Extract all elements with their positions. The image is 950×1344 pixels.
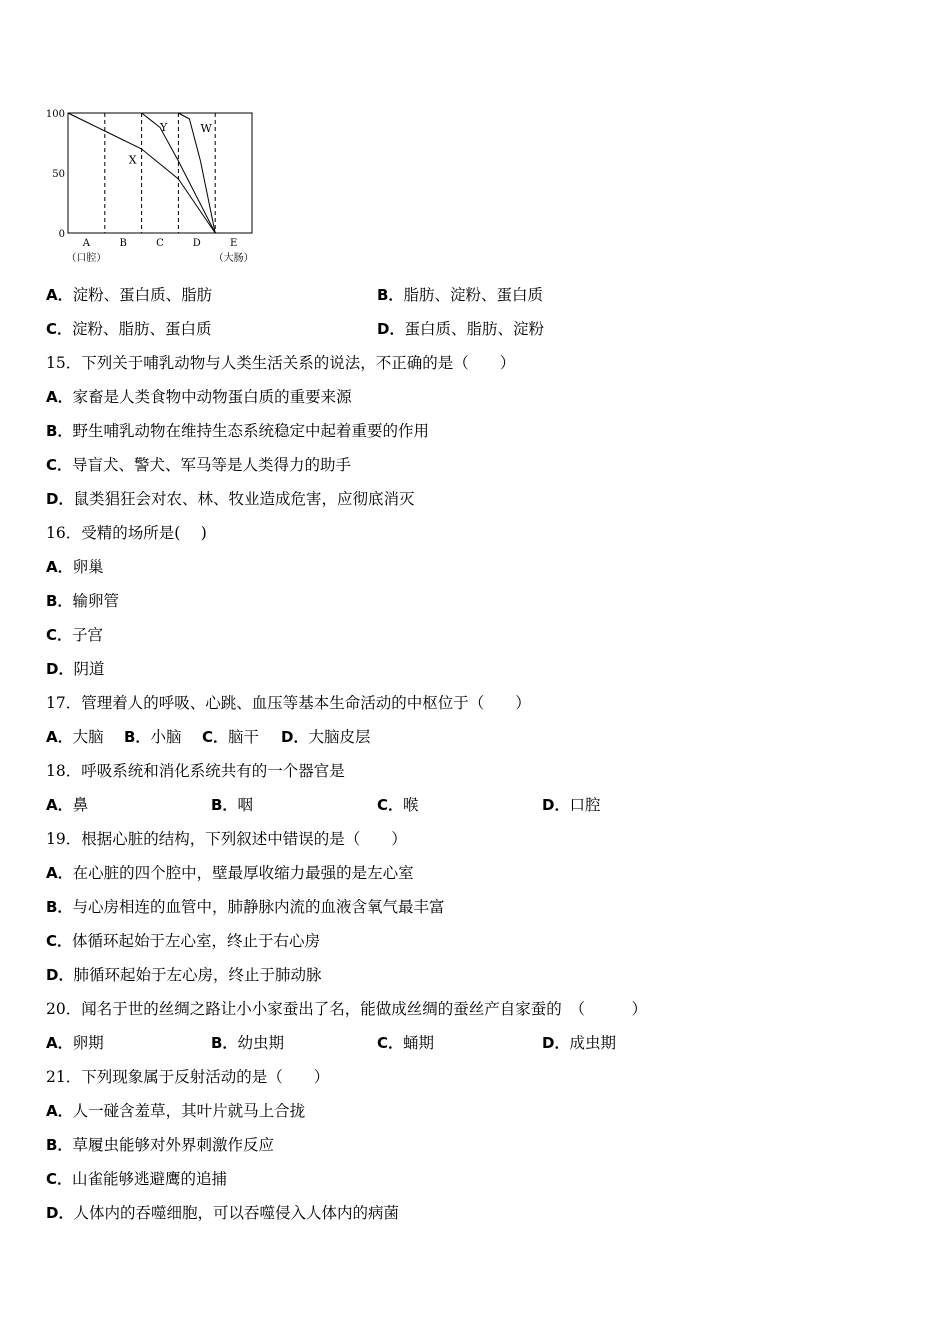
question-text: 下列关于哺乳动物与人类生活关系的说法，不正确的是（ ） <box>81 354 516 372</box>
x-region-labels <box>66 238 253 264</box>
option-text: 小脑 <box>150 728 182 746</box>
option-letter: D． <box>281 728 309 746</box>
option-letter: B． <box>46 898 73 916</box>
x-region-label-a: A <box>82 238 91 249</box>
question-number: 20． <box>46 1000 82 1018</box>
y-tick-label: 50 <box>52 169 65 180</box>
option-text: 输卵管 <box>72 592 119 610</box>
y-tick-labels <box>46 109 65 240</box>
option-text: 脂肪、淀粉、蛋白质 <box>403 286 543 304</box>
q19-option-c[interactable] <box>46 931 320 951</box>
x-region-note-a: （口腔） <box>66 253 107 264</box>
series-label-y: Y <box>160 121 168 134</box>
option-letter: A． <box>46 1034 73 1052</box>
q18-stem <box>46 761 345 781</box>
option-letter: B． <box>211 796 238 814</box>
option-letter: C． <box>377 796 404 814</box>
question-text: 下列现象属于反射活动的是（ ） <box>81 1068 330 1086</box>
option-letter: A． <box>46 286 73 304</box>
q20-stem <box>46 999 647 1019</box>
option-text: 在心脏的四个腔中，壁最厚收缩力最强的是左心室 <box>72 864 414 882</box>
option-text: 蛋白质、脂肪、淀粉 <box>404 320 544 338</box>
option-letter: D． <box>542 796 570 814</box>
question-text: 根据心脏的结构，下列叙述中错误的是（ ） <box>81 830 407 848</box>
option-text: 体循环起始于左心室，终止于右心房 <box>72 932 321 950</box>
option-letter: B． <box>46 422 73 440</box>
option-text: 导盲犬、警犬、军马等是人类得力的助手 <box>72 456 352 474</box>
q14-option-c[interactable] <box>46 319 212 339</box>
q14-option-b[interactable] <box>377 285 543 305</box>
option-letter: D． <box>46 490 74 508</box>
question-number: 19． <box>46 830 82 848</box>
question-text: 呼吸系统和消化系统共有的一个器官是 <box>81 762 345 780</box>
option-letter: B． <box>211 1034 238 1052</box>
option-text: 淀粉、脂肪、蛋白质 <box>72 320 212 338</box>
q18-option-c[interactable] <box>377 795 419 815</box>
option-letter: C． <box>46 1170 73 1188</box>
q21-option-d[interactable] <box>46 1203 399 1223</box>
option-text: 脑干 <box>228 728 260 746</box>
q20-option-d[interactable] <box>542 1033 616 1053</box>
x-region-label-b: B <box>119 238 127 249</box>
option-text: 鼠类猖狂会对农、林、牧业造成危害，应彻底消灭 <box>73 490 415 508</box>
question-number: 16． <box>46 524 82 542</box>
q20-option-c[interactable] <box>377 1033 434 1053</box>
option-text: 喉 <box>403 796 419 814</box>
option-text: 幼虫期 <box>237 1034 284 1052</box>
q15-option-c[interactable] <box>46 455 351 475</box>
option-letter: C． <box>46 626 73 644</box>
q21-option-a[interactable] <box>46 1101 305 1121</box>
q16-option-c[interactable] <box>46 625 103 645</box>
q17-option-d[interactable] <box>281 727 370 747</box>
option-letter: D． <box>46 660 74 678</box>
option-text: 人一碰含羞草，其叶片就马上合拢 <box>72 1102 306 1120</box>
q18-option-a[interactable] <box>46 795 88 815</box>
option-letter: D． <box>377 320 405 338</box>
option-text: 野生哺乳动物在维持生态系统稳定中起着重要的作用 <box>72 422 429 440</box>
q17-option-b[interactable] <box>124 727 181 747</box>
option-letter: B． <box>46 592 73 610</box>
option-text: 咽 <box>237 796 253 814</box>
q15-stem <box>46 353 515 373</box>
option-text: 口腔 <box>569 796 601 814</box>
option-letter: A． <box>46 728 73 746</box>
option-letter: D． <box>542 1034 570 1052</box>
q18-option-d[interactable] <box>542 795 600 815</box>
option-text: 成虫期 <box>569 1034 616 1052</box>
option-letter: A． <box>46 864 73 882</box>
q14-option-a[interactable] <box>46 285 212 305</box>
option-text: 大脑皮层 <box>308 728 371 746</box>
x-region-label-c: C <box>156 238 164 249</box>
option-text: 卵巢 <box>72 558 104 576</box>
q16-option-b[interactable] <box>46 591 119 611</box>
q19-option-b[interactable] <box>46 897 444 917</box>
digestion-chart <box>40 104 280 269</box>
option-text: 阴道 <box>73 660 105 678</box>
option-letter: A． <box>46 1102 73 1120</box>
series-label-w: W <box>200 122 212 136</box>
q20-option-a[interactable] <box>46 1033 104 1053</box>
y-tick-label: 100 <box>45 109 65 120</box>
question-text: 受精的场所是( ) <box>81 524 207 542</box>
option-letter: B． <box>124 728 151 746</box>
q14-option-d[interactable] <box>377 319 544 339</box>
question-text: 闻名于世的丝绸之路让小小家蚕出了名，能做成丝绸的蚕丝产自家蚕的 （ ） <box>81 1000 647 1018</box>
q17-stem <box>46 693 531 713</box>
option-letter: B． <box>377 286 404 304</box>
q18-option-b[interactable] <box>211 795 253 815</box>
q16-stem <box>46 523 207 543</box>
option-text: 与心房相连的血管中，肺静脉内流的血液含氧气最丰富 <box>72 898 445 916</box>
question-number: 21． <box>46 1068 82 1086</box>
x-region-label-d: D <box>192 238 201 249</box>
question-text: 管理着人的呼吸、心跳、血压等基本生命活动的中枢位于（ ） <box>81 694 531 712</box>
q19-stem <box>46 829 407 849</box>
q15-option-d[interactable] <box>46 489 414 509</box>
q16-option-d[interactable] <box>46 659 104 679</box>
option-letter: A． <box>46 796 73 814</box>
q17-option-c[interactable] <box>202 727 259 747</box>
q19-option-a[interactable] <box>46 863 414 883</box>
question-number: 17． <box>46 694 82 712</box>
option-text: 山雀能够逃避鹰的追捕 <box>72 1170 228 1188</box>
q16-option-a[interactable] <box>46 557 104 577</box>
x-region-label-e: E <box>229 238 238 249</box>
option-text: 肺循环起始于左心房，终止于肺动脉 <box>73 966 322 984</box>
option-letter: A． <box>46 388 73 406</box>
option-letter: C． <box>377 1034 404 1052</box>
option-letter: C． <box>202 728 229 746</box>
option-text: 子宫 <box>72 626 104 644</box>
option-text: 草履虫能够对外界刺激作反应 <box>72 1136 274 1154</box>
q21-option-b[interactable] <box>46 1135 274 1155</box>
option-letter: C． <box>46 932 73 950</box>
y-tick-label: 0 <box>58 229 65 240</box>
option-letter: D． <box>46 966 74 984</box>
option-text: 蛹期 <box>403 1034 435 1052</box>
q19-option-d[interactable] <box>46 965 321 985</box>
option-letter: C． <box>46 456 73 474</box>
q15-option-a[interactable] <box>46 387 352 407</box>
option-text: 大脑 <box>72 728 104 746</box>
q21-stem <box>46 1067 329 1087</box>
question-number: 15． <box>46 354 82 372</box>
option-text: 淀粉、蛋白质、脂肪 <box>72 286 213 304</box>
q20-option-b[interactable] <box>211 1033 284 1053</box>
q21-option-c[interactable] <box>46 1169 227 1189</box>
option-text: 人体内的吞噬细胞，可以吞噬侵入人体内的病菌 <box>73 1204 399 1222</box>
series-label-x: X <box>128 153 137 167</box>
option-letter: C． <box>46 320 73 338</box>
option-letter: D． <box>46 1204 74 1222</box>
x-region-note-e: （大肠） <box>213 253 254 264</box>
option-text: 卵期 <box>72 1034 104 1052</box>
option-letter: A． <box>46 558 73 576</box>
option-text: 鼻 <box>72 796 89 814</box>
q17-option-a[interactable] <box>46 727 104 747</box>
option-letter: B． <box>46 1136 73 1154</box>
q15-option-b[interactable] <box>46 421 429 441</box>
question-number: 18． <box>46 762 82 780</box>
option-text: 家畜是人类食物中动物蛋白质的重要来源 <box>72 388 352 406</box>
